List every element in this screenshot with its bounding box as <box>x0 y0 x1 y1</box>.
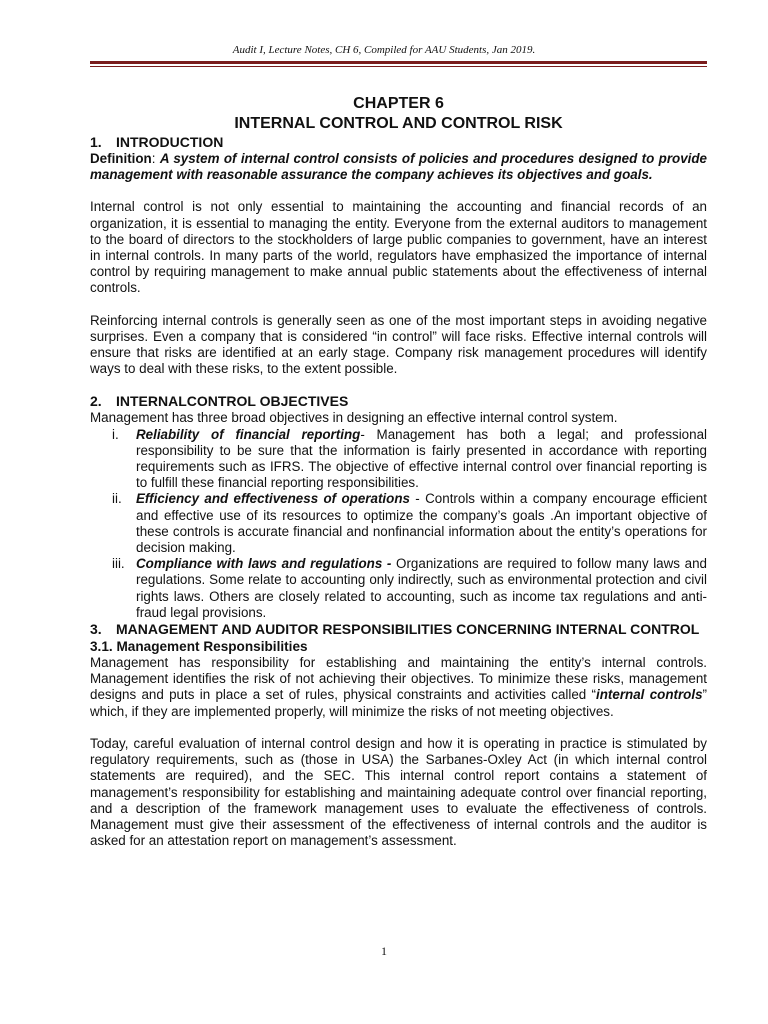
item-text: - Controls within a company encourage efficient and effective use of its resources to optimize the company’s goals .An important objective of these controls is accurate financial and nonfinancial information about the entity’s operations for decision making. <box>136 491 707 556</box>
section-3-heading <box>90 621 707 638</box>
header-rule-thick <box>90 61 707 64</box>
item-label: Efficiency and effectiveness of operations <box>136 491 410 507</box>
section-1-heading <box>90 134 707 151</box>
management-paragraph-2: Today, careful evaluation of internal control design and how it is operating in practice is stimulated by regulatory requirements, such as (those in USA) the Sarbanes-Oxley Act (in which internal control statements are required), and the SEC. This internal control report contains a statement of management’s responsibility for establishing and maintaining adequate control over financial reporting, and a description of the framework management uses to evaluate the effectiveness of controls. Management must give their assessment of the effectiveness of internal controls and the auditor is asked for an attestation report on management’s assessment. <box>90 735 707 849</box>
section-1-title: INTRODUCTION <box>116 134 224 150</box>
list-item: iii. Compliance with laws and regulations - Organizations are required to follow many laws and regulations. Some relate to accounting only indirectly, such as environmental protection and civil rights laws. Others are closely related to accounting, such as income tax regulations and anti-fraud legal provisions. <box>112 556 707 620</box>
definition-label: Definition <box>90 151 152 166</box>
section-3-number: 3. <box>90 621 102 638</box>
management-paragraph-1: Management has responsibility for establishing and maintaining the entity’s internal controls. Management identifies the risk of not achieving their objectives. To minimize these risks, management designs and puts in place a set of rules, physical constraints and activities called “internal controls” which, if they are implemented properly, will minimize the risks of not meeting objectives. <box>90 655 707 719</box>
list-item: i. Reliability of financial reporting- Management has both a legal; and professional responsibility to be sure that the information is fairly presented in accordance with reporting requirements such as IFRS. The objective of effective internal control over financial reporting is to fulfill these financial reporting responsibilities. <box>112 426 708 491</box>
section-2-number: 2. <box>90 393 102 410</box>
section-2-title: INTERNALCONTROL OBJECTIVES <box>116 393 349 410</box>
definition: Definition: A system of internal control consists of policies and procedures designed to provide management with reasonable assurance the company achieves its objectives and goals. <box>90 151 707 183</box>
objectives-list <box>90 427 707 621</box>
section-2-heading <box>90 393 707 410</box>
header-rule-thin <box>90 66 707 67</box>
item-label: Reliability of financial reporting <box>136 426 361 442</box>
subsection-3-1-title: 3.1. Management Responsibilities <box>90 639 308 655</box>
objectives-intro: Management has three broad objectives in designing an effective internal control system. <box>90 410 618 426</box>
intro-paragraph-1: Internal control is not only essential to maintaining the accounting and financial records of an organization, it is essential to managing the entity. Everyone from the external auditors to management to the board of directors to the stockholders of large public companies to government, have an interest in internal controls. In many parts of the world, regulators have emphasized the importance of internal control by requiring management to make annual public statements about the effectiveness of internal controls. <box>90 199 707 296</box>
intro-paragraph-2: Reinforcing internal controls is generally seen as one of the most important steps in avoiding negative surprises. Even a company that is considered “in control” will face risks. Effective internal controls will ensure that risks are identified at an early stage. Company risk management procedures will identify ways to deal with these risks, to the extent possible. <box>90 312 707 377</box>
definition-text: A system of internal control consists of policies and procedures designed to provide management with reasonable assurance the company achieves its objectives and goals. <box>90 151 707 183</box>
page-content <box>90 94 707 849</box>
internal-controls-term: internal controls <box>596 687 703 703</box>
item-label: Compliance with laws and regulations - <box>136 556 392 572</box>
chapter-title: INTERNAL CONTROL AND CONTROL RISK <box>234 115 563 132</box>
section-3-title: MANAGEMENT AND AUDITOR RESPONSIBILITIES CONCERNING INTERNAL CONTROL <box>116 621 700 638</box>
list-item: ii. Efficiency and effectiveness of operations - Controls within a company encourage efficient and effective use of its resources to optimize the company’s goals .An important objective of these controls is accurate financial and nonfinancial information about the entity’s operations for decision making. <box>112 491 707 556</box>
item-text: Organizations are required to follow many laws and regulations. Some relate to accounting only indirectly, such as environmental protection and civil rights laws. Others are closely related to accounting, such as income tax regulations and anti-fraud legal provisions. <box>136 556 707 620</box>
running-header: Audit I, Lecture Notes, CH 6, Compiled for AAU Students, Jan 2019. <box>232 44 536 56</box>
section-1-number: 1. <box>90 134 102 150</box>
page-number: 1 <box>381 944 387 958</box>
chapter-number: CHAPTER 6 <box>353 95 444 112</box>
item-text: - Management has both a legal; and professional responsibility to be sure that the information is fairly presented in accordance with reporting requirements such as IFRS. The objective of effective internal control over financial reporting is to fulfill these financial reporting responsibilities. <box>136 426 708 491</box>
